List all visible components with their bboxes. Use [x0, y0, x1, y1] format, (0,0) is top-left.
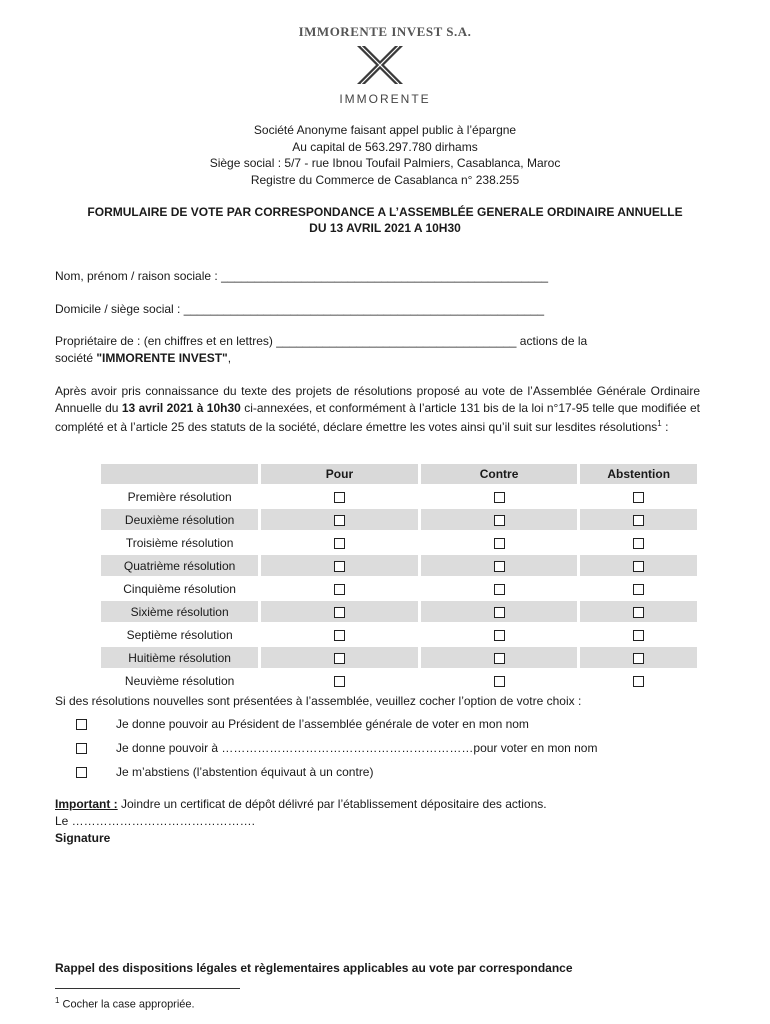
option-label: Je m’abstiens (l’abstention équivaut à un contre) — [116, 765, 374, 779]
vote-cell-contre — [418, 532, 578, 553]
vote-cell-pour — [258, 647, 417, 668]
vote-checkbox-pour[interactable] — [334, 653, 345, 664]
footnote — [55, 996, 195, 1011]
title-line: FORMULAIRE DE VOTE PAR CORRESPONDANCE A L’ASSEMBLÉE GENERALE ORDINAIRE ANNUELLE — [87, 205, 683, 219]
vote-checkbox-abstention[interactable] — [633, 538, 644, 549]
resolution-row — [101, 647, 697, 668]
vote-checkbox-pour[interactable] — [334, 515, 345, 526]
vote-cell-contre — [418, 624, 578, 645]
company-name: IMMORENTE INVEST S.A. — [298, 24, 472, 39]
vote-cell-contre — [418, 601, 578, 622]
title-line: DU 13 AVRIL 2021 A 10H30 — [309, 221, 461, 235]
info-line: Au capital de 563.297.780 dirhams — [292, 139, 478, 154]
owner-company — [55, 351, 231, 365]
vote-cell-abstention — [577, 509, 697, 530]
vote-checkbox-contre[interactable] — [494, 676, 505, 687]
vote-cell-abstention — [577, 601, 697, 622]
footnote-rule — [55, 988, 240, 989]
option-checkbox[interactable] — [76, 767, 87, 778]
new-resolutions-intro: Si des résolutions nouvelles sont présentées à l’assemblée, veuillez cocher l’option de votre choix : — [55, 694, 582, 708]
resolution-row — [101, 532, 697, 553]
resolution-row — [101, 509, 697, 530]
vote-table — [101, 462, 697, 693]
resolution-label: Quatrième résolution — [101, 555, 258, 576]
vote-cell-contre — [418, 647, 578, 668]
vote-checkbox-pour[interactable] — [334, 584, 345, 595]
vote-cell-abstention — [577, 670, 697, 691]
vote-checkbox-abstention[interactable] — [633, 561, 644, 572]
resolution-row — [101, 624, 697, 645]
resolution-label: Septième résolution — [101, 624, 258, 645]
vote-checkbox-contre[interactable] — [494, 584, 505, 595]
vote-cell-abstention — [577, 578, 697, 599]
vote-checkbox-abstention[interactable] — [633, 492, 644, 503]
footnote-number: 1 — [55, 996, 60, 1005]
info-line: Registre du Commerce de Casablanca n° 238.255 — [250, 172, 520, 187]
para-text: Après avoir pris connaissance du texte des projets de résolutions proposé au vote de l’Assemblée Générale Ordinaire Annuelle du — [55, 384, 700, 415]
vote-checkbox-abstention[interactable] — [633, 584, 644, 595]
brand-name: IMMORENTE — [339, 92, 431, 106]
vote-table-header — [101, 464, 697, 484]
owner-field[interactable]: Propriétaire de : (en chiffres et en lettres) ____________________________________ actions de la — [55, 334, 588, 348]
owner-company-suffix: , — [227, 351, 232, 365]
option-label: Je donne pouvoir à ………………………………………………………pour voter en mon nom — [116, 741, 598, 755]
important-text: Joindre un certificat de dépôt délivré par l’établissement dépositaire des actions. — [117, 797, 547, 811]
footnote-ref: 1 — [657, 419, 662, 428]
important-note — [55, 797, 547, 811]
owner-company-prefix: société — [55, 351, 97, 365]
vote-checkbox-pour[interactable] — [334, 676, 345, 687]
vote-cell-contre — [418, 509, 578, 530]
resolution-label: Deuxième résolution — [101, 509, 258, 530]
vote-cell-abstention — [577, 624, 697, 645]
vote-checkbox-pour[interactable] — [334, 492, 345, 503]
vote-cell-abstention — [577, 532, 697, 553]
vote-checkbox-contre[interactable] — [494, 561, 505, 572]
vote-cell-pour — [258, 555, 417, 576]
vote-cell-abstention — [577, 555, 697, 576]
vote-checkbox-pour[interactable] — [334, 630, 345, 641]
vote-cell-pour — [258, 509, 417, 530]
vote-cell-pour — [258, 532, 417, 553]
vote-checkbox-contre[interactable] — [494, 492, 505, 503]
vote-cell-abstention — [577, 647, 697, 668]
vote-checkbox-pour[interactable] — [334, 607, 345, 618]
resolution-label: Troisième résolution — [101, 532, 258, 553]
vote-cell-pour — [258, 670, 417, 691]
vote-cell-contre — [418, 555, 578, 576]
vote-cell-contre — [418, 486, 578, 507]
info-line: Siège social : 5/7 - rue Ibnou Toufail Palmiers, Casablanca, Maroc — [209, 156, 561, 170]
owner-company-name: "IMMORENTE INVEST" — [96, 351, 228, 365]
resolution-row — [101, 670, 697, 691]
option-checkbox[interactable] — [76, 743, 87, 754]
header-abstention: Abstention — [577, 464, 697, 484]
vote-checkbox-abstention[interactable] — [633, 607, 644, 618]
form-title — [60, 204, 710, 236]
resolution-label: Sixième résolution — [101, 601, 258, 622]
vote-cell-contre — [418, 578, 578, 599]
para-end: : — [661, 420, 669, 434]
vote-cell-pour — [258, 624, 417, 645]
vote-checkbox-abstention[interactable] — [633, 630, 644, 641]
resolution-row — [101, 555, 697, 576]
vote-checkbox-abstention[interactable] — [633, 676, 644, 687]
vote-checkbox-abstention[interactable] — [633, 515, 644, 526]
vote-cell-pour — [258, 601, 417, 622]
resolution-row — [101, 601, 697, 622]
vote-checkbox-contre[interactable] — [494, 538, 505, 549]
vote-checkbox-pour[interactable] — [334, 561, 345, 572]
vote-checkbox-abstention[interactable] — [633, 653, 644, 664]
immorente-logo — [355, 44, 405, 86]
signature-label: Signature — [55, 831, 111, 845]
vote-cell-pour — [258, 578, 417, 599]
vote-checkbox-contre[interactable] — [494, 630, 505, 641]
footnote-text: Cocher la case appropriée. — [59, 998, 195, 1011]
important-label: Important : — [55, 797, 118, 811]
vote-cell-contre — [418, 670, 578, 691]
resolution-label: Huitième résolution — [101, 647, 258, 668]
header-contre: Contre — [418, 464, 578, 484]
vote-checkbox-contre[interactable] — [494, 653, 505, 664]
vote-checkbox-pour[interactable] — [334, 538, 345, 549]
declaration-paragraph — [55, 383, 700, 436]
resolution-row — [101, 486, 697, 507]
header-empty — [101, 464, 258, 484]
name-field[interactable]: Nom, prénom / raison sociale : _________________________________________________ — [55, 269, 549, 283]
para-text: ci-annexées, et conformément à l’article 131 bis de la loi n°17-95 telle que modifiée et complété et à l’article 25 des statuts de la société, déclare émettre les votes ainsi qu’il suit sur lesdites résolutions — [55, 400, 700, 434]
vote-checkbox-contre[interactable] — [494, 515, 505, 526]
resolution-label: Première résolution — [101, 486, 258, 507]
header-pour: Pour — [258, 464, 417, 484]
date-line[interactable]: Le ………………………………………. — [55, 814, 256, 828]
resolution-label: Cinquième résolution — [101, 578, 258, 599]
domicile-field[interactable]: Domicile / siège social : ______________________________________________________ — [55, 302, 545, 316]
info-line: Société Anonyme faisant appel public à l’épargne — [253, 123, 517, 137]
meeting-date: 13 avril 2021 à 10h30 — [121, 400, 241, 415]
option-checkbox[interactable] — [76, 719, 87, 730]
option-label: Je donne pouvoir au Président de l’assemblée générale de voter en mon nom — [116, 717, 529, 731]
vote-cell-pour — [258, 486, 417, 507]
vote-cell-abstention — [577, 486, 697, 507]
company-info — [0, 122, 770, 188]
vote-checkbox-contre[interactable] — [494, 607, 505, 618]
resolution-label: Neuvième résolution — [101, 670, 258, 691]
resolution-row — [101, 578, 697, 599]
legal-reminder-heading: Rappel des dispositions légales et règlementaires applicables au vote par correspondance — [55, 961, 573, 975]
